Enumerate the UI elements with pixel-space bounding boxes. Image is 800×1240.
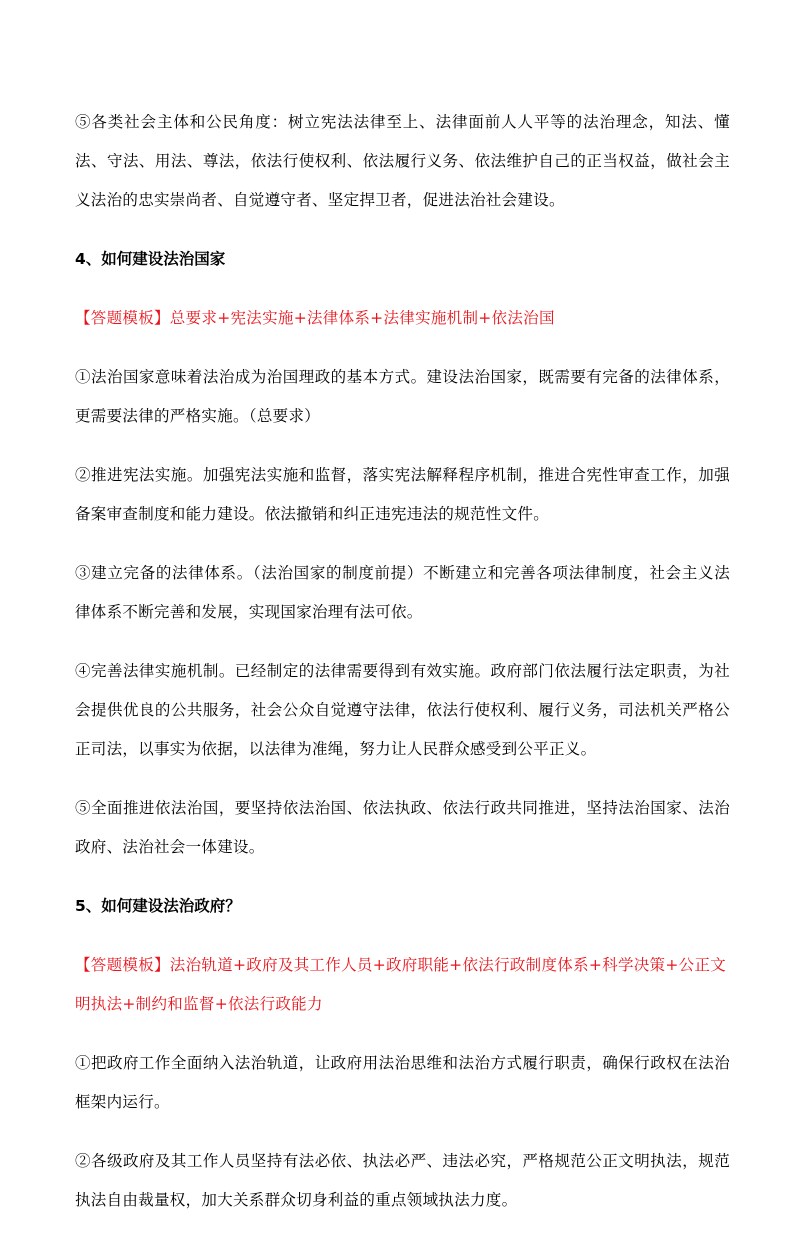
section-5-item: ②各级政府及其工作人员坚持有法必依、执法必严、违法必究，严格规范公正文明执法，规范执法自由裁量权，加大关系群众切身利益的重点领域执法力度。 xyxy=(75,1152,730,1209)
section-4-heading: 4、如何建设法治国家 xyxy=(75,250,226,268)
section-4-item: ③建立完备的法律体系。（法治国家的制度前提）不断建立和完善各项法律制度，社会主义法律体系不断完善和发展，实现国家治理有法可依。 xyxy=(75,564,730,621)
document-page xyxy=(75,103,730,1240)
section-4-item: ②推进宪法实施。加强宪法实施和监督，落实宪法解释程序机制，推进合宪性审查工作，加强备案审查制度和能力建设。依法撤销和纠正违宪违法的规范性文件。 xyxy=(75,466,730,523)
section-4-answer-template: 【答题模板】总要求+宪法实施+法律体系+法律实施机制+依法治国 xyxy=(75,309,555,327)
section-4-item: ④完善法律实施机制。已经制定的法律需要得到有效实施。政府部门依法履行法定职责，为社会提供优良的公共服务，社会公众自觉遵守法律，依法行使权利、履行义务，司法机关严格公正司法，以事实为依据，以法律为准绳，努力让人民群众感受到公平正义。 xyxy=(75,662,730,758)
paragraph-civic-perspective: ⑤各类社会主体和公民角度：树立宪法法律至上、法律面前人人平等的法治理念，知法、懂法、守法、用法、尊法，依法行使权利、依法履行义务、依法维护自己的正当权益，做社会主义法治的忠实崇尚者、自觉遵守者、坚定捍卫者，促进法治社会建设。 xyxy=(75,113,730,209)
section-5-answer-template: 【答题模板】法治轨道+政府及其工作人员+政府职能+依法行政制度体系+科学决策+公正文明执法+制约和监督+依法行政能力 xyxy=(75,956,727,1013)
section-5-item: ①把政府工作全面纳入法治轨道，让政府用法治思维和法治方式履行职责，确保行政权在法治框架内运行。 xyxy=(75,1054,730,1111)
section-4-item: ①法治国家意味着法治成为治国理政的基本方式。建设法治国家，既需要有完备的法律体系，更需要法律的严格实施。（总要求） xyxy=(75,368,730,425)
section-4-item: ⑤全面推进依法治国，要坚持依法治国、依法执政、依法行政共同推进，坚持法治国家、法治政府、法治社会一体建设。 xyxy=(75,799,730,856)
section-5-heading: 5、如何建设法治政府？ xyxy=(75,897,241,915)
